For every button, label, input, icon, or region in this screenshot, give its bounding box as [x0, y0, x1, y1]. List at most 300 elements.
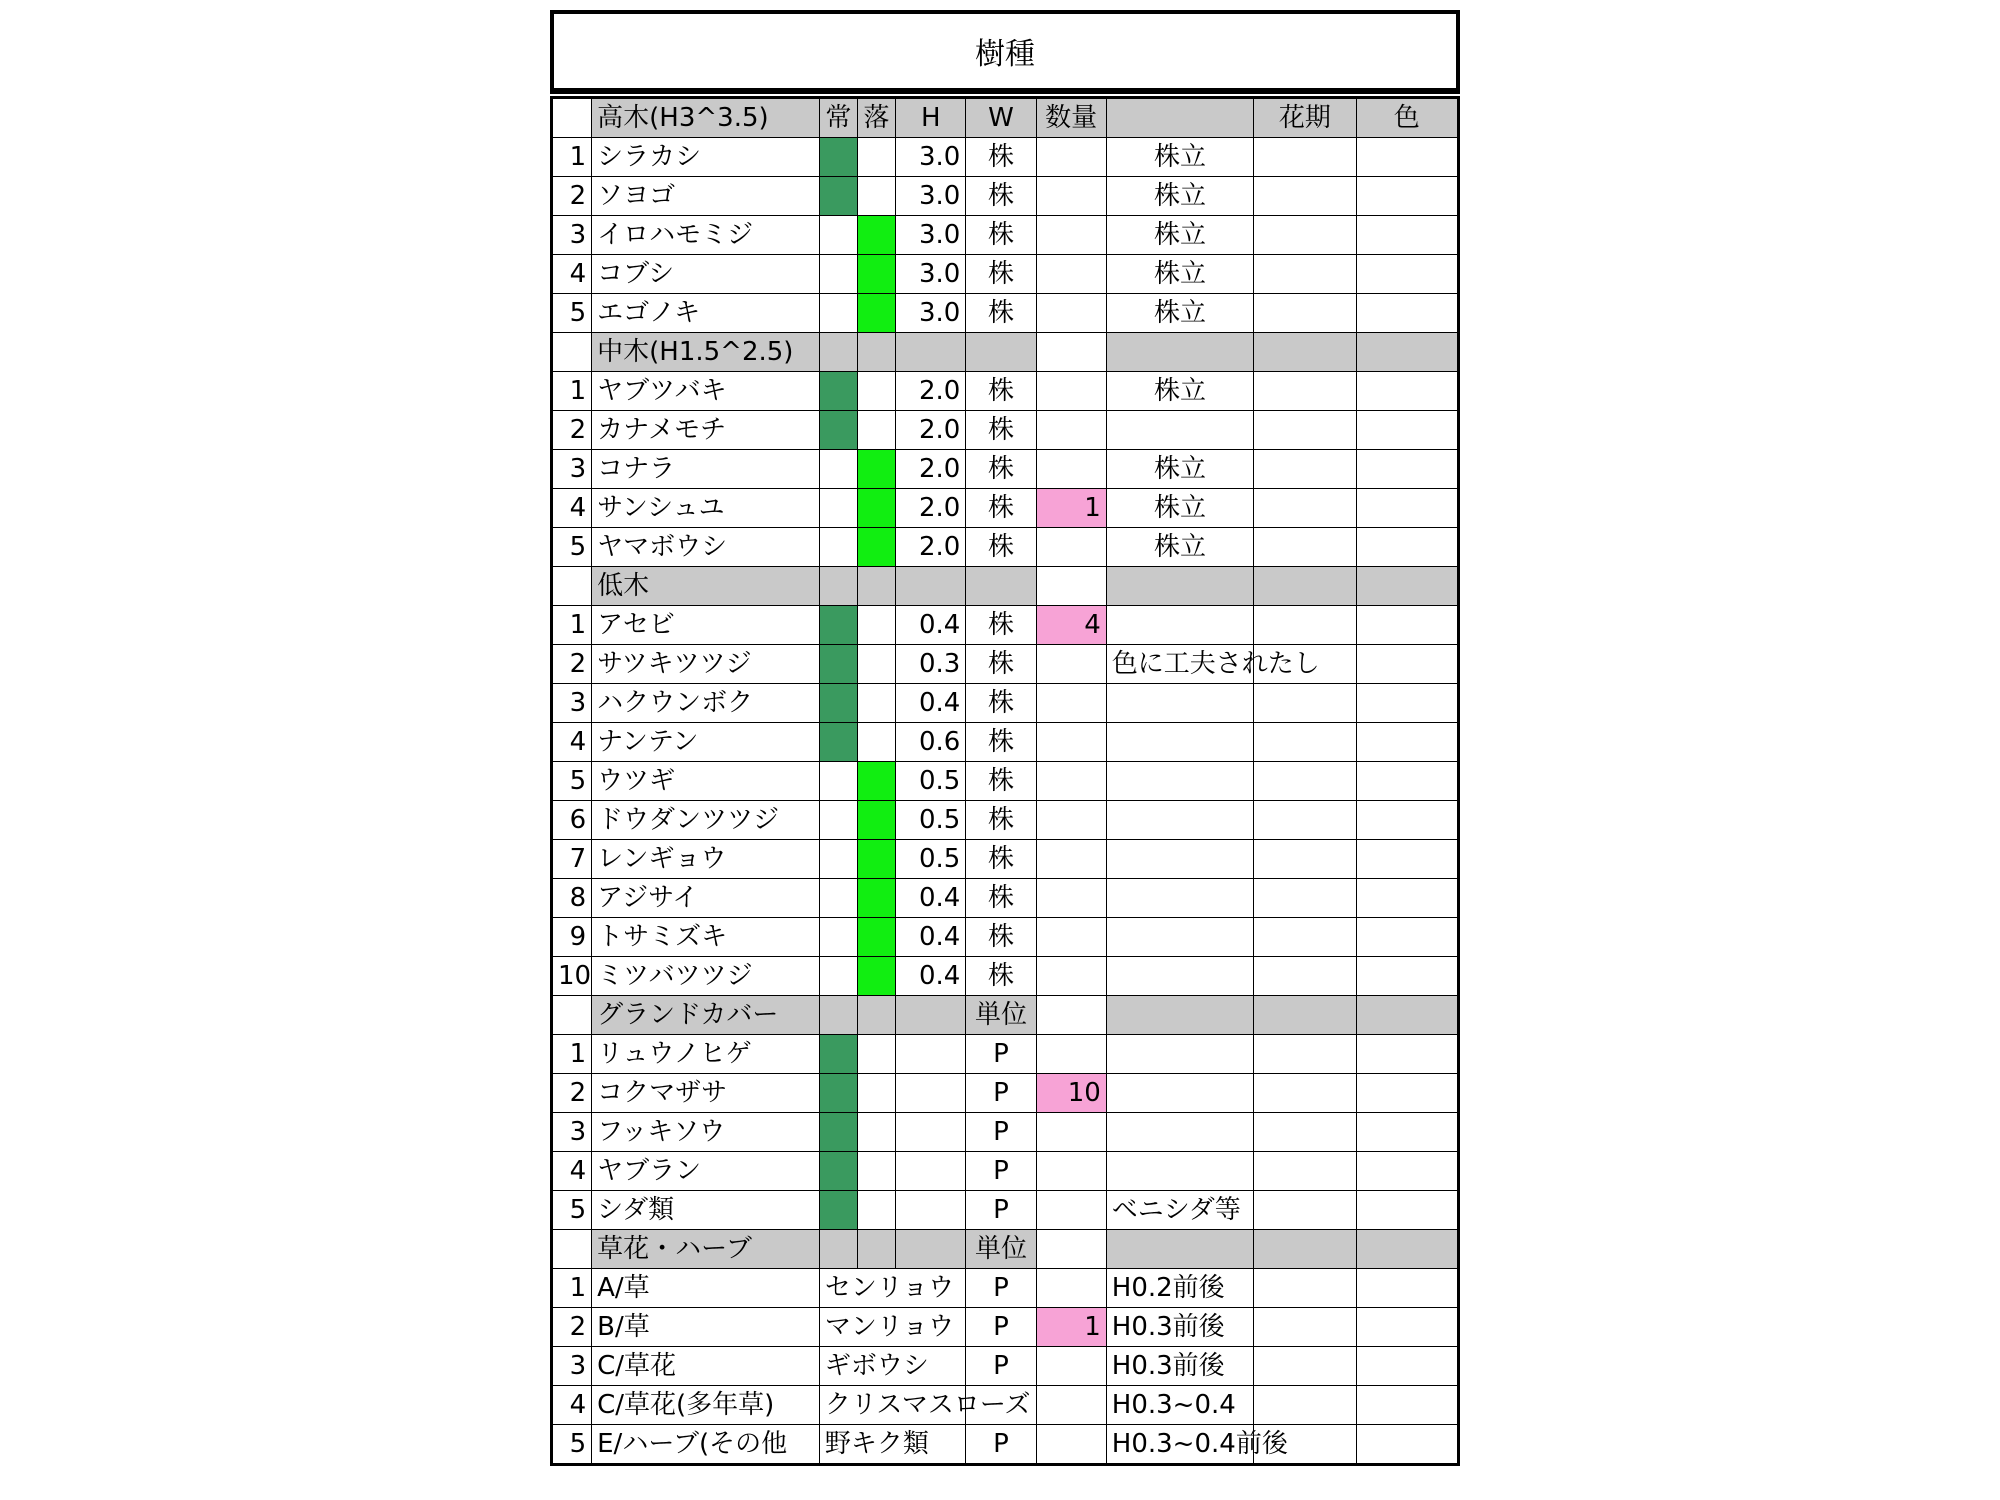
plant-name-cell: コナラ — [592, 450, 820, 489]
deciduous-cell — [858, 372, 896, 411]
row-no-cell: 1 — [552, 138, 592, 177]
deciduous-cell — [858, 723, 896, 762]
height-cell: 3.0 — [896, 255, 966, 294]
flower-period-cell — [1254, 216, 1356, 255]
evergreen-cell — [819, 1113, 857, 1152]
flower-period-cell — [1254, 372, 1356, 411]
unit-cell: P — [966, 1191, 1036, 1230]
flower-period-cell — [1254, 1308, 1356, 1347]
table-row — [552, 411, 1459, 450]
flower-period-cell — [1254, 138, 1356, 177]
row-no-cell: 10 — [552, 957, 592, 996]
plant-name-cell: シラカシ — [592, 138, 820, 177]
header-row — [552, 98, 1459, 138]
row-no-cell: 2 — [552, 1308, 592, 1347]
quantity-cell — [1036, 645, 1106, 684]
plant-list-sheet — [550, 10, 1460, 1466]
unit-cell: P — [966, 1308, 1036, 1347]
group-unit-cell: 単位 — [966, 996, 1036, 1035]
color-cell — [1356, 528, 1458, 567]
note-cell: H0.3~0.4 — [1106, 1386, 1253, 1425]
height-cell: 3.0 — [896, 294, 966, 333]
color-cell — [1356, 294, 1458, 333]
evergreen-cell — [819, 762, 857, 801]
color-cell — [1356, 216, 1458, 255]
height-cell: 0.4 — [896, 606, 966, 645]
width-cell: 株 — [966, 606, 1036, 645]
evergreen-cell — [819, 1191, 857, 1230]
note-cell — [1106, 606, 1253, 645]
quantity-cell — [1036, 801, 1106, 840]
group-no-cell — [552, 1230, 592, 1269]
width-cell: 株 — [966, 489, 1036, 528]
note-cell: 株立 — [1106, 216, 1253, 255]
flower-period-cell — [1254, 177, 1356, 216]
table-row — [552, 1347, 1459, 1386]
evergreen-cell — [819, 957, 857, 996]
quantity-cell — [1036, 1347, 1106, 1386]
width-cell: 株 — [966, 957, 1036, 996]
height-cell: 0.4 — [896, 879, 966, 918]
deciduous-cell — [858, 762, 896, 801]
height-cell: 0.4 — [896, 918, 966, 957]
group-deciduous-cell — [858, 996, 896, 1035]
row-no-cell: 6 — [552, 801, 592, 840]
plant-name-cell: ハクウンボク — [592, 684, 820, 723]
row-no-cell: 2 — [552, 411, 592, 450]
width-cell: 株 — [966, 372, 1036, 411]
evergreen-cell — [819, 450, 857, 489]
quantity-cell — [1036, 1113, 1106, 1152]
row-no-cell: 5 — [552, 762, 592, 801]
note-cell: 株立 — [1106, 138, 1253, 177]
evergreen-cell — [819, 723, 857, 762]
plant-name-cell: シダ類 — [592, 1191, 820, 1230]
quantity-cell — [1036, 294, 1106, 333]
note-cell: H0.3前後 — [1106, 1308, 1253, 1347]
quantity-cell — [1036, 138, 1106, 177]
flower-period-cell — [1254, 489, 1356, 528]
color-cell — [1356, 177, 1458, 216]
plant-name-cell: ナンテン — [592, 723, 820, 762]
flower-period-cell — [1254, 606, 1356, 645]
group-no-cell — [552, 333, 592, 372]
color-cell — [1356, 684, 1458, 723]
group-qty-cell — [1036, 1230, 1106, 1269]
width-cell: 株 — [966, 138, 1036, 177]
quantity-cell — [1036, 255, 1106, 294]
group-h-cell — [896, 1230, 966, 1269]
table-row — [552, 957, 1459, 996]
color-cell — [1356, 411, 1458, 450]
note-cell: 株立 — [1106, 372, 1253, 411]
color-cell — [1356, 1347, 1458, 1386]
header-evergreen-cell: 常 — [819, 98, 857, 138]
plant-name-cell: アセビ — [592, 606, 820, 645]
row-no-cell: 8 — [552, 879, 592, 918]
deciduous-cell — [858, 606, 896, 645]
color-cell — [1356, 1269, 1458, 1308]
row-no-cell: 1 — [552, 1269, 592, 1308]
group-unit-cell: 単位 — [966, 1230, 1036, 1269]
flower-period-cell — [1254, 1152, 1356, 1191]
deciduous-cell — [858, 138, 896, 177]
flower-period-cell — [1254, 840, 1356, 879]
plant-name-cell: フッキソウ — [592, 1113, 820, 1152]
color-cell — [1356, 801, 1458, 840]
table-row — [552, 489, 1459, 528]
quantity-cell — [1036, 762, 1106, 801]
group-flower-cell — [1254, 1230, 1356, 1269]
row-no-cell: 4 — [552, 1386, 592, 1425]
plant-category-cell: C/草花(多年草) — [592, 1386, 820, 1425]
deciduous-cell — [858, 1152, 896, 1191]
note-cell — [1106, 840, 1253, 879]
color-cell — [1356, 1113, 1458, 1152]
flower-period-cell — [1254, 684, 1356, 723]
height-cell: 0.4 — [896, 957, 966, 996]
group-header-row — [552, 996, 1459, 1035]
flower-period-cell — [1254, 723, 1356, 762]
row-no-cell: 4 — [552, 255, 592, 294]
width-cell: 株 — [966, 879, 1036, 918]
evergreen-cell — [819, 879, 857, 918]
note-cell: ベニシダ等 — [1106, 1191, 1253, 1230]
color-cell — [1356, 879, 1458, 918]
color-cell — [1356, 1386, 1458, 1425]
deciduous-cell — [858, 216, 896, 255]
quantity-cell — [1036, 1425, 1106, 1465]
row-no-cell: 2 — [552, 645, 592, 684]
evergreen-cell — [819, 372, 857, 411]
plant-name-cell: コブシ — [592, 255, 820, 294]
group-note-cell — [1106, 1230, 1253, 1269]
row-no-cell: 5 — [552, 294, 592, 333]
table-row — [552, 1425, 1459, 1465]
deciduous-cell — [858, 879, 896, 918]
group-unit-cell — [966, 333, 1036, 372]
flower-period-cell — [1254, 450, 1356, 489]
height-cell: 3.0 — [896, 177, 966, 216]
evergreen-cell — [819, 684, 857, 723]
table-row — [552, 294, 1459, 333]
group-header-row — [552, 567, 1459, 606]
quantity-cell — [1036, 450, 1106, 489]
table-row — [552, 177, 1459, 216]
quantity-cell — [1036, 918, 1106, 957]
row-no-cell: 2 — [552, 1074, 592, 1113]
title-text: 樹種 — [975, 37, 1035, 72]
quantity-cell — [1036, 1269, 1106, 1308]
header-group-cell: 高木(H3^3.5) — [592, 98, 820, 138]
flower-period-cell — [1254, 1035, 1356, 1074]
plant-table — [550, 96, 1460, 1466]
deciduous-cell — [858, 918, 896, 957]
row-no-cell: 3 — [552, 216, 592, 255]
height-cell: 0.4 — [896, 684, 966, 723]
plant-name-cell: ヤマボウシ — [592, 528, 820, 567]
evergreen-cell — [819, 177, 857, 216]
note-cell — [1106, 684, 1253, 723]
flower-period-cell — [1254, 411, 1356, 450]
quantity-cell: 1 — [1036, 1308, 1106, 1347]
group-no-cell — [552, 996, 592, 1035]
plant-name-cell: サツキツツジ — [592, 645, 820, 684]
group-title-cell: 低木 — [592, 567, 820, 606]
row-no-cell: 3 — [552, 1347, 592, 1386]
group-title-cell: 草花・ハーブ — [592, 1230, 820, 1269]
note-cell — [1106, 801, 1253, 840]
group-note-cell — [1106, 567, 1253, 606]
quantity-cell: 1 — [1036, 489, 1106, 528]
height-cell — [896, 1113, 966, 1152]
plant-name-cell: トサミズキ — [592, 918, 820, 957]
plant-name-cell: カナメモチ — [592, 411, 820, 450]
group-note-cell — [1106, 996, 1253, 1035]
species-cell: マンリョウ — [819, 1308, 965, 1347]
group-unit-cell — [966, 567, 1036, 606]
table-row — [552, 255, 1459, 294]
table-row — [552, 684, 1459, 723]
evergreen-cell — [819, 489, 857, 528]
deciduous-cell — [858, 684, 896, 723]
header-h-cell: H — [896, 98, 966, 138]
header-deciduous-cell: 落 — [858, 98, 896, 138]
row-no-cell: 3 — [552, 450, 592, 489]
plant-name-cell: ウツギ — [592, 762, 820, 801]
group-h-cell — [896, 333, 966, 372]
unit-cell: P — [966, 1425, 1036, 1465]
table-row — [552, 840, 1459, 879]
unit-cell: P — [966, 1074, 1036, 1113]
table-row — [552, 801, 1459, 840]
table-row — [552, 879, 1459, 918]
flower-period-cell — [1254, 1269, 1356, 1308]
flower-period-cell — [1254, 528, 1356, 567]
height-cell: 2.0 — [896, 528, 966, 567]
deciduous-cell — [858, 255, 896, 294]
width-cell: 株 — [966, 918, 1036, 957]
note-cell: 株立 — [1106, 177, 1253, 216]
evergreen-cell — [819, 1074, 857, 1113]
plant-category-cell: C/草花 — [592, 1347, 820, 1386]
quantity-cell — [1036, 372, 1106, 411]
height-cell — [896, 1152, 966, 1191]
height-cell: 0.5 — [896, 762, 966, 801]
group-flower-cell — [1254, 567, 1356, 606]
plant-name-cell: ヤブツバキ — [592, 372, 820, 411]
evergreen-cell — [819, 528, 857, 567]
sheet-title — [550, 10, 1460, 94]
group-evergreen-cell — [819, 996, 857, 1035]
height-cell: 2.0 — [896, 450, 966, 489]
deciduous-cell — [858, 528, 896, 567]
header-flower-cell: 花期 — [1254, 98, 1356, 138]
group-color-cell — [1356, 567, 1458, 606]
width-cell: 株 — [966, 177, 1036, 216]
deciduous-cell — [858, 489, 896, 528]
height-cell: 3.0 — [896, 216, 966, 255]
unit-cell: P — [966, 1269, 1036, 1308]
evergreen-cell — [819, 1152, 857, 1191]
row-no-cell: 5 — [552, 1425, 592, 1465]
plant-name-cell: サンシュユ — [592, 489, 820, 528]
row-no-cell: 9 — [552, 918, 592, 957]
note-cell: 株立 — [1106, 294, 1253, 333]
unit-cell: P — [966, 1347, 1036, 1386]
width-cell: 株 — [966, 294, 1036, 333]
height-cell: 0.6 — [896, 723, 966, 762]
group-note-cell — [1106, 333, 1253, 372]
table-row — [552, 1035, 1459, 1074]
group-h-cell — [896, 567, 966, 606]
flower-period-cell — [1254, 762, 1356, 801]
row-no-cell: 4 — [552, 1152, 592, 1191]
color-cell — [1356, 450, 1458, 489]
deciduous-cell — [858, 411, 896, 450]
header-qty-cell: 数量 — [1036, 98, 1106, 138]
quantity-cell — [1036, 684, 1106, 723]
quantity-cell — [1036, 528, 1106, 567]
deciduous-cell — [858, 450, 896, 489]
height-cell: 2.0 — [896, 489, 966, 528]
group-qty-cell — [1036, 567, 1106, 606]
plant-name-cell: リュウノヒゲ — [592, 1035, 820, 1074]
table-row — [552, 1152, 1459, 1191]
evergreen-cell — [819, 918, 857, 957]
note-cell: 株立 — [1106, 528, 1253, 567]
row-no-cell: 5 — [552, 1191, 592, 1230]
quantity-cell — [1036, 723, 1106, 762]
height-cell — [896, 1035, 966, 1074]
note-cell — [1106, 879, 1253, 918]
height-cell — [896, 1191, 966, 1230]
group-flower-cell — [1254, 333, 1356, 372]
header-color-cell: 色 — [1356, 98, 1458, 138]
width-cell: 株 — [966, 801, 1036, 840]
table-row — [552, 216, 1459, 255]
width-cell: 株 — [966, 684, 1036, 723]
row-no-cell: 3 — [552, 684, 592, 723]
note-cell — [1106, 1074, 1253, 1113]
plant-name-cell: アジサイ — [592, 879, 820, 918]
deciduous-cell — [858, 957, 896, 996]
group-header-row — [552, 333, 1459, 372]
table-row — [552, 1269, 1459, 1308]
quantity-cell — [1036, 216, 1106, 255]
note-cell: H0.3前後 — [1106, 1347, 1253, 1386]
flower-period-cell — [1254, 879, 1356, 918]
width-cell: 株 — [966, 840, 1036, 879]
group-qty-cell — [1036, 996, 1106, 1035]
header-note-cell — [1106, 98, 1253, 138]
plant-name-cell: ヤブラン — [592, 1152, 820, 1191]
color-cell — [1356, 723, 1458, 762]
quantity-cell — [1036, 879, 1106, 918]
note-cell: H0.3~0.4前後 — [1106, 1425, 1253, 1465]
row-no-cell: 1 — [552, 372, 592, 411]
quantity-cell: 10 — [1036, 1074, 1106, 1113]
deciduous-cell — [858, 1191, 896, 1230]
unit-cell: P — [966, 1113, 1036, 1152]
table-row — [552, 1191, 1459, 1230]
table-row — [552, 918, 1459, 957]
group-flower-cell — [1254, 996, 1356, 1035]
group-evergreen-cell — [819, 333, 857, 372]
species-cell: ギボウシ — [819, 1347, 965, 1386]
table-row — [552, 138, 1459, 177]
species-cell: 野キク類 — [819, 1425, 965, 1465]
plant-name-cell: ソヨゴ — [592, 177, 820, 216]
plant-category-cell: B/草 — [592, 1308, 820, 1347]
plant-name-cell: ドウダンツツジ — [592, 801, 820, 840]
plant-name-cell: イロハモミジ — [592, 216, 820, 255]
height-cell: 0.5 — [896, 840, 966, 879]
deciduous-cell — [858, 1113, 896, 1152]
table-row — [552, 1074, 1459, 1113]
unit-cell: P — [966, 1152, 1036, 1191]
width-cell: 株 — [966, 723, 1036, 762]
table-row — [552, 762, 1459, 801]
color-cell — [1356, 957, 1458, 996]
width-cell: 株 — [966, 450, 1036, 489]
note-cell — [1106, 957, 1253, 996]
group-title-cell: グランドカバー — [592, 996, 820, 1035]
height-cell: 0.3 — [896, 645, 966, 684]
table-row — [552, 606, 1459, 645]
width-cell: 株 — [966, 528, 1036, 567]
height-cell: 2.0 — [896, 411, 966, 450]
plant-name-cell: ミツバツツジ — [592, 957, 820, 996]
group-evergreen-cell — [819, 567, 857, 606]
row-no-cell: 1 — [552, 1035, 592, 1074]
flower-period-cell — [1254, 918, 1356, 957]
color-cell — [1356, 645, 1458, 684]
deciduous-cell — [858, 177, 896, 216]
group-evergreen-cell — [819, 1230, 857, 1269]
flower-period-cell — [1254, 1113, 1356, 1152]
width-cell: 株 — [966, 411, 1036, 450]
color-cell — [1356, 1191, 1458, 1230]
group-color-cell — [1356, 1230, 1458, 1269]
note-cell: 株立 — [1106, 489, 1253, 528]
header-w-cell: W — [966, 98, 1036, 138]
table-row — [552, 1113, 1459, 1152]
unit-cell: P — [966, 1035, 1036, 1074]
quantity-cell — [1036, 1035, 1106, 1074]
evergreen-cell — [819, 411, 857, 450]
note-cell: H0.2前後 — [1106, 1269, 1253, 1308]
color-cell — [1356, 918, 1458, 957]
color-cell — [1356, 1308, 1458, 1347]
group-qty-cell — [1036, 333, 1106, 372]
note-cell — [1106, 1152, 1253, 1191]
quantity-cell — [1036, 957, 1106, 996]
quantity-cell — [1036, 1191, 1106, 1230]
deciduous-cell — [858, 801, 896, 840]
deciduous-cell — [858, 1035, 896, 1074]
group-header-row — [552, 1230, 1459, 1269]
table-row — [552, 1308, 1459, 1347]
plant-category-cell: A/草 — [592, 1269, 820, 1308]
color-cell — [1356, 138, 1458, 177]
width-cell: 株 — [966, 762, 1036, 801]
deciduous-cell — [858, 294, 896, 333]
height-cell: 0.5 — [896, 801, 966, 840]
evergreen-cell — [819, 294, 857, 333]
deciduous-cell — [858, 840, 896, 879]
note-cell: 株立 — [1106, 255, 1253, 294]
